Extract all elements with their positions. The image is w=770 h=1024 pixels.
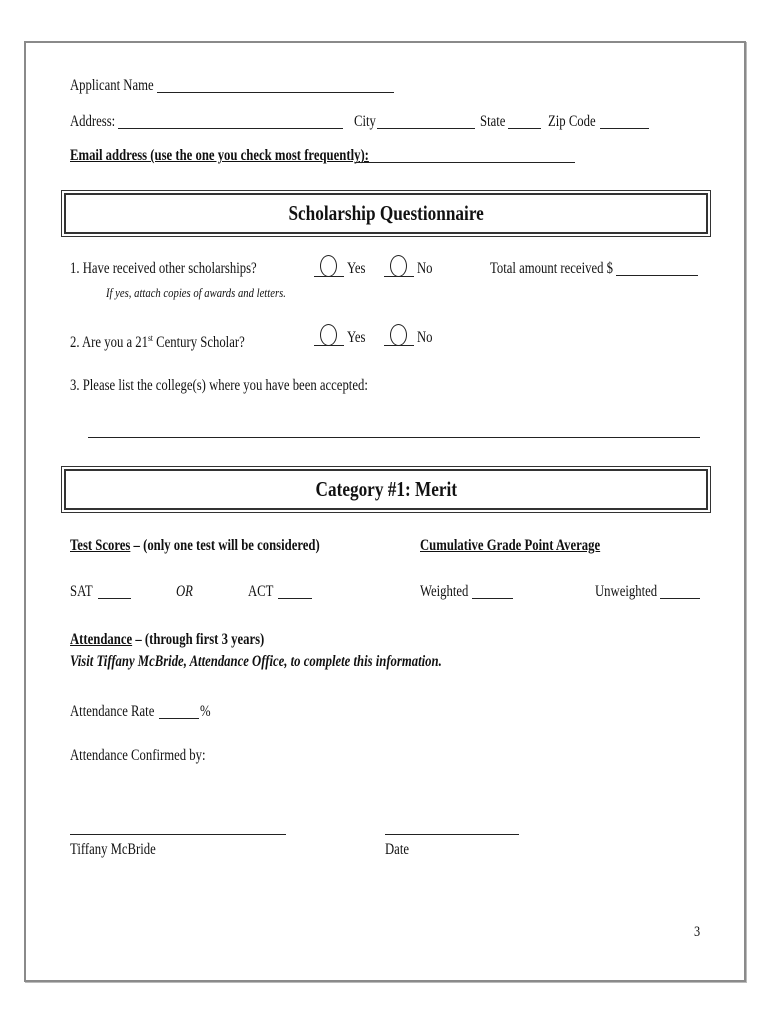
q1-no-radio[interactable] xyxy=(384,255,416,277)
applicant-name-field[interactable] xyxy=(157,92,394,93)
q2-label: 2. Are you a 21st Century Scholar? xyxy=(70,333,245,352)
attendance-rate-unit: % xyxy=(200,703,211,720)
q3-label: 3. Please list the college(s) where you have been accepted: xyxy=(70,377,368,394)
q1-yes-label: Yes xyxy=(347,260,366,277)
address-label: Address: xyxy=(70,113,116,130)
date-label: Date xyxy=(385,841,409,858)
q1-no-label: No xyxy=(417,260,433,277)
total-amount-label: Total amount received $ xyxy=(490,260,613,277)
weighted-gpa-field[interactable] xyxy=(472,598,513,599)
act-label: ACT xyxy=(248,583,274,600)
state-field[interactable] xyxy=(508,128,541,129)
total-amount-field[interactable] xyxy=(616,275,698,276)
q1-yes-radio[interactable] xyxy=(314,255,346,277)
sat-label: SAT xyxy=(70,583,93,600)
merit-heading: Category #1: Merit xyxy=(315,477,457,501)
q2-no-label: No xyxy=(417,329,433,346)
city-label: City xyxy=(354,113,376,130)
zip-code-field[interactable] xyxy=(600,128,649,129)
q2-yes-label: Yes xyxy=(347,329,366,346)
questionnaire-heading: Scholarship Questionnaire xyxy=(288,201,484,225)
address-field[interactable] xyxy=(118,128,343,129)
date-line[interactable] xyxy=(385,834,519,835)
attendance-rate-field[interactable] xyxy=(159,718,199,719)
attendance-rate-label: Attendance Rate xyxy=(70,703,155,720)
attendance-heading: Attendance – (through first 3 years) xyxy=(70,631,265,648)
state-label: State xyxy=(480,113,506,130)
sat-field[interactable] xyxy=(98,598,131,599)
questionnaire-heading-box xyxy=(64,193,708,234)
colleges-field[interactable] xyxy=(88,437,700,438)
city-field[interactable] xyxy=(377,128,475,129)
unweighted-label: Unweighted xyxy=(595,583,658,600)
signature-line[interactable] xyxy=(70,834,286,835)
unweighted-gpa-field[interactable] xyxy=(660,598,700,599)
q2-no-radio[interactable] xyxy=(384,324,416,346)
attendance-confirmed-label: Attendance Confirmed by: xyxy=(70,747,206,764)
q1-label: 1. Have received other scholarships? xyxy=(70,260,257,277)
signer-name: Tiffany McBride xyxy=(70,841,156,858)
merit-heading-box xyxy=(64,469,708,510)
q1-note: If yes, attach copies of awards and letters. xyxy=(106,285,286,300)
email-label: Email address (use the one you check most frequently): xyxy=(70,147,369,164)
applicant-name-label: Applicant Name xyxy=(70,77,154,94)
form-page xyxy=(24,41,746,982)
page-number: 3 xyxy=(694,924,701,940)
act-field[interactable] xyxy=(278,598,312,599)
test-scores-heading: Test Scores – (only one test will be considered) xyxy=(70,537,320,554)
gpa-heading: Cumulative Grade Point Average xyxy=(420,537,601,554)
or-label: OR xyxy=(176,583,193,600)
q2-yes-radio[interactable] xyxy=(314,324,346,346)
attendance-instruction: Visit Tiffany McBride, Attendance Office, to complete this information. xyxy=(70,653,442,670)
zip-code-label: Zip Code xyxy=(548,113,596,130)
email-field[interactable] xyxy=(355,162,575,163)
weighted-label: Weighted xyxy=(420,583,469,600)
